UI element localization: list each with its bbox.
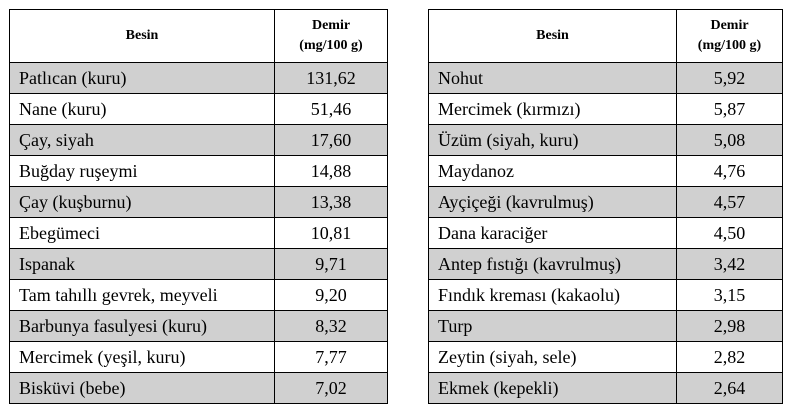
table-header-row [10, 10, 388, 63]
iron-value-cell: 5,92 [677, 63, 783, 94]
table-row [10, 94, 388, 125]
table-row [10, 218, 388, 249]
iron-value-cell: 9,71 [275, 249, 388, 280]
table-row [10, 249, 388, 280]
food-name-cell: Ayçiçeği (kavrulmuş) [429, 187, 677, 218]
table-row [10, 311, 388, 342]
food-name-cell: Ebegümeci [10, 218, 275, 249]
food-name-cell: Maydanoz [429, 156, 677, 187]
food-name-cell: Zeytin (siyah, sele) [429, 342, 677, 373]
food-name-cell: Mercimek (kırmızı) [429, 94, 677, 125]
food-name-cell: Üzüm (siyah, kuru) [429, 125, 677, 156]
iron-value-cell: 7,02 [275, 373, 388, 404]
table-row [10, 373, 388, 404]
header-iron [275, 10, 388, 63]
iron-value-cell: 14,88 [275, 156, 388, 187]
table-row [429, 280, 783, 311]
table-row [429, 187, 783, 218]
food-name-cell: Tam tahıllı gevrek, meyveli [10, 280, 275, 311]
header-food: Besin [429, 10, 677, 63]
iron-table-right [428, 9, 783, 404]
table-row [10, 125, 388, 156]
iron-value-cell: 9,20 [275, 280, 388, 311]
table-header-row [429, 10, 783, 63]
iron-table-left [9, 9, 388, 404]
food-name-cell: Çay, siyah [10, 125, 275, 156]
table-row [429, 156, 783, 187]
food-name-cell: Ekmek (kepekli) [429, 373, 677, 404]
table-row [429, 125, 783, 156]
food-name-cell: Dana karaciğer [429, 218, 677, 249]
table-row [429, 311, 783, 342]
table-row [429, 373, 783, 404]
food-name-cell: Nohut [429, 63, 677, 94]
food-name-cell: Barbunya fasulyesi (kuru) [10, 311, 275, 342]
table-row [429, 94, 783, 125]
iron-value-cell: 4,76 [677, 156, 783, 187]
iron-value-cell: 4,57 [677, 187, 783, 218]
iron-value-cell: 51,46 [275, 94, 388, 125]
table-row [10, 156, 388, 187]
header-iron-title: Demir [710, 18, 749, 33]
iron-value-cell: 4,50 [677, 218, 783, 249]
food-name-cell: Buğday ruşeymi [10, 156, 275, 187]
iron-value-cell: 17,60 [275, 125, 388, 156]
table-row [10, 280, 388, 311]
table-row [10, 342, 388, 373]
food-name-cell: Fındık kreması (kakaolu) [429, 280, 677, 311]
iron-value-cell: 7,77 [275, 342, 388, 373]
food-name-cell: Mercimek (yeşil, kuru) [10, 342, 275, 373]
table-row [429, 249, 783, 280]
iron-value-cell: 2,82 [677, 342, 783, 373]
header-iron [677, 10, 783, 63]
table-row [10, 63, 388, 94]
iron-value-cell: 3,42 [677, 249, 783, 280]
table-row [429, 63, 783, 94]
table-row [429, 218, 783, 249]
iron-value-cell: 2,64 [677, 373, 783, 404]
iron-value-cell: 13,38 [275, 187, 388, 218]
iron-table-right-body [429, 10, 783, 404]
header-iron-unit: (mg/100 g) [697, 38, 762, 53]
iron-value-cell: 10,81 [275, 218, 388, 249]
table-row [10, 187, 388, 218]
iron-value-cell: 2,98 [677, 311, 783, 342]
iron-value-cell: 8,32 [275, 311, 388, 342]
food-name-cell: Ispanak [10, 249, 275, 280]
iron-value-cell: 131,62 [275, 63, 388, 94]
food-name-cell: Çay (kuşburnu) [10, 187, 275, 218]
header-iron-unit: (mg/100 g) [299, 38, 363, 53]
header-iron-title: Demir [311, 18, 351, 33]
iron-value-cell: 5,08 [677, 125, 783, 156]
food-name-cell: Antep fıstığı (kavrulmuş) [429, 249, 677, 280]
iron-value-cell: 5,87 [677, 94, 783, 125]
food-name-cell: Bisküvi (bebe) [10, 373, 275, 404]
header-food: Besin [10, 10, 275, 63]
food-name-cell: Nane (kuru) [10, 94, 275, 125]
iron-value-cell: 3,15 [677, 280, 783, 311]
iron-table-left-body [10, 10, 388, 404]
food-name-cell: Patlıcan (kuru) [10, 63, 275, 94]
food-name-cell: Turp [429, 311, 677, 342]
table-row [429, 342, 783, 373]
